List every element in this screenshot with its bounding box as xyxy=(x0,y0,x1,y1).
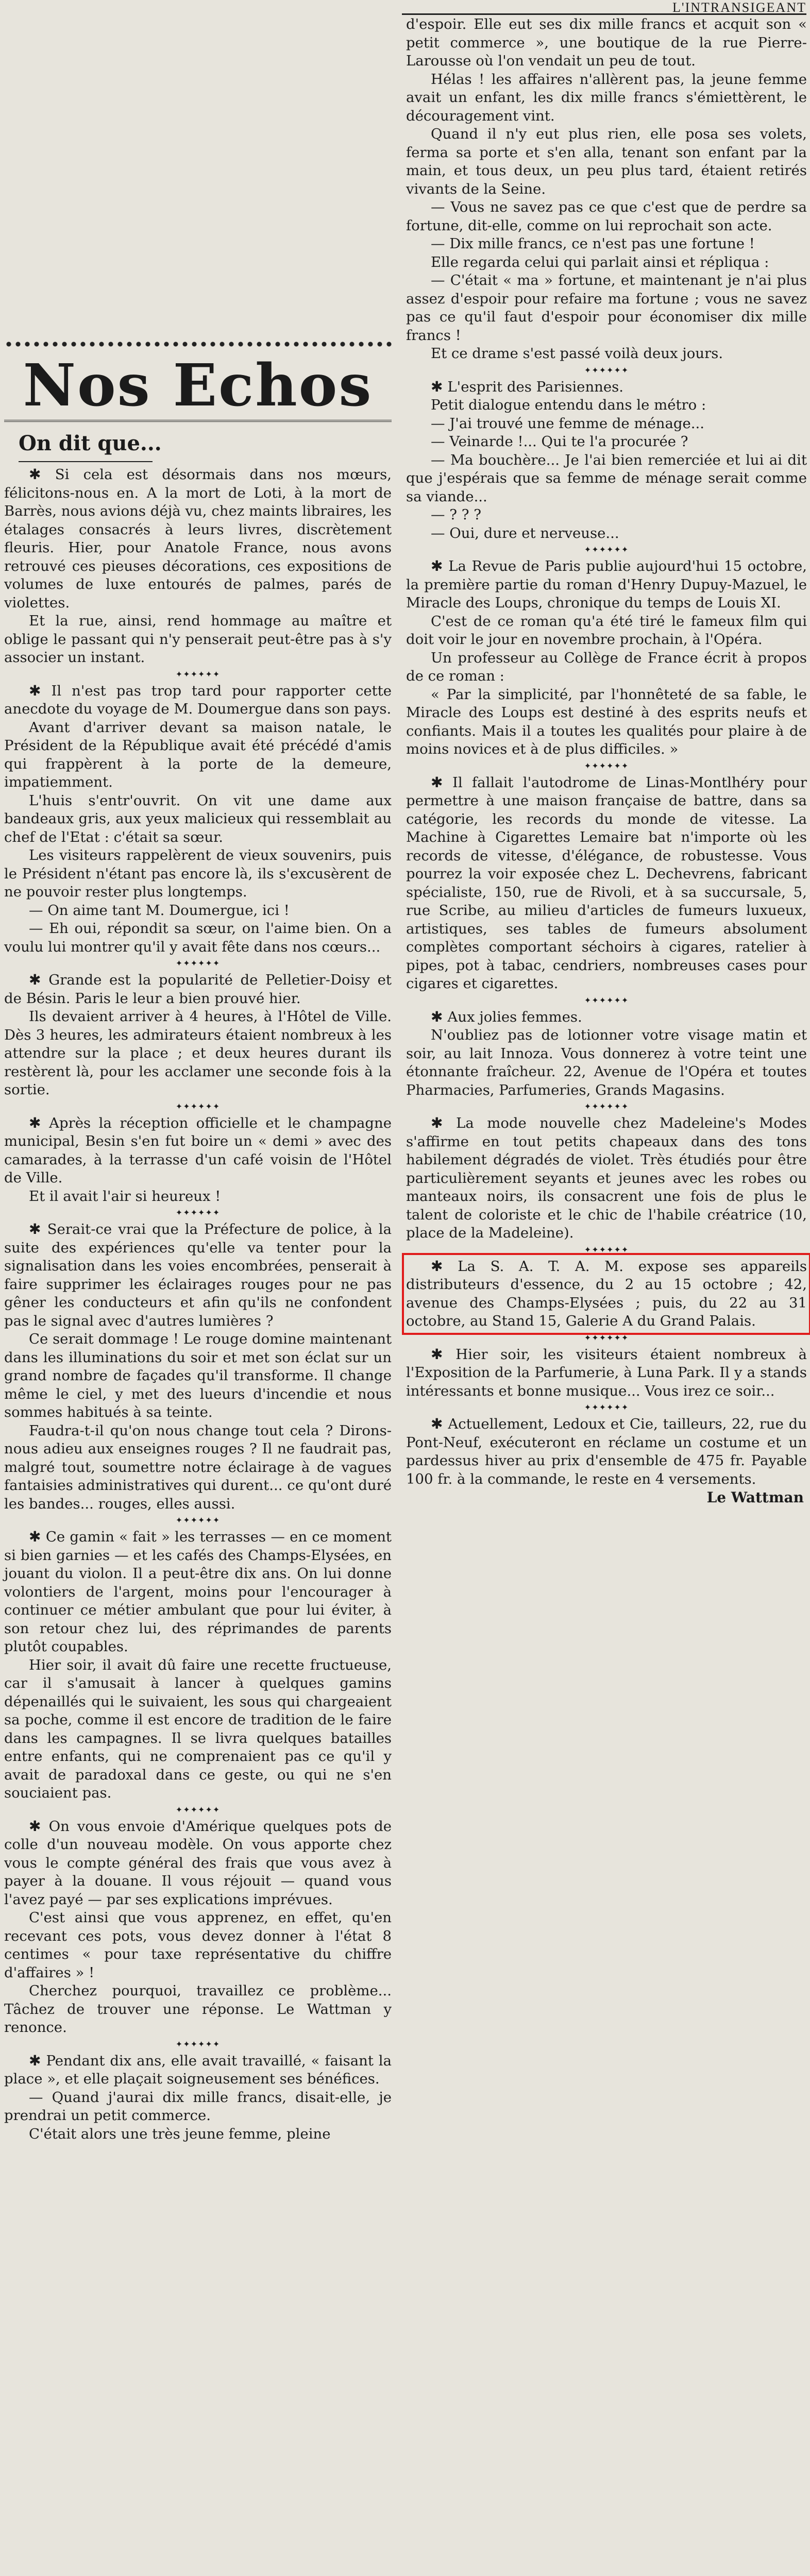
news-item xyxy=(406,1257,807,1331)
news-paragraph xyxy=(4,1330,392,1422)
paragraph-separator: ✦✦✦✦✦✦ xyxy=(584,1332,629,1343)
paragraph-text: — Ma bouchère... Je l'ai bien remerciée et lui ai dit que j'espérais que sa femme de ménage serait comme sa viande... xyxy=(406,451,807,505)
paragraph-separator: ✦✦✦✦✦✦ xyxy=(584,1244,629,1255)
paragraph-text: N'oubliez pas de lotionner votre visage matin et soir, au lait Innoza. Vous donnerez à votre teint une étonnante fraîcheur. 22, Avenue de l'Opéra et toutes Pharmacies, Parfumeries, Grands Magasins. xyxy=(406,1027,807,1098)
paragraph-text: C'était alors une très jeune femme, pleine xyxy=(29,2125,331,2142)
paragraph-text: d'espoir. Elle eut ses dix mille francs et acquit son « petit commerce », une boutique de la rue Pierre-Larousse où l'on vendait un peu de tout. xyxy=(406,16,807,69)
news-item xyxy=(4,971,392,1008)
paragraph-text: Grande est la popularité de Pelletier-Doisy et de Bésin. Paris le leur a bien prouvé hier. xyxy=(4,972,392,1007)
news-item xyxy=(4,1220,392,1330)
paragraph-text: Il n'est pas trop tard pour rapporter cette anecdote du voyage de M. Doumergue dans son pays. xyxy=(4,682,392,717)
paragraph-text: Hier soir, il avait dû faire une recette fructueuse, car il s'amusait à lancer à quelques gamins dépenaillés qui le suivaient, les sous qui chargeaient sa poche, comme il est encore de tradition de le faire dans les campagnes. Il se livra quelques batailles entre enfants, qui ne comprenaient pas ce qu'il y avait de paradoxal dans ce geste, ou qui ne s'en souciaient pas. xyxy=(4,1656,392,1801)
paragraph-separator: ✦✦✦✦✦✦ xyxy=(584,545,629,554)
news-paragraph xyxy=(406,253,807,272)
star-border-decoration xyxy=(4,337,392,351)
star-bullet-icon: ✱ xyxy=(431,773,452,791)
news-paragraph xyxy=(4,846,392,902)
paragraph-text: Serait-ce vrai que la Préfecture de police, à la suite des expériences qu'elle va tenter pour la signalisation dans les voies encombrées, penserait à faire supprimer les éclairages rouges pour ne pas gêner les conducteurs et afin qu'ils ne confondent pas le signal avec d'autres lumières ? xyxy=(4,1221,392,1329)
paragraph-text: La Revue de Paris publie aujourd'hui 15 octobre, la première partie du roman d'Henry Dupuy-Mazuel, le Miracle des Loups, chronique du temps de Louis XI. xyxy=(406,558,807,611)
paragraph-separator: ✦✦✦✦✦✦ xyxy=(175,958,221,968)
news-item xyxy=(406,773,807,993)
news-paragraph xyxy=(4,920,392,956)
paragraph-text: — J'ai trouvé une femme de ménage... xyxy=(431,415,705,432)
paragraph-text: Quand il n'y eut plus rien, elle posa ses volets, ferma sa porte et s'en alla, tenant son enfant par la main, et tous deux, un peu plus tard, étaient retirés vivants de la Seine. xyxy=(406,126,807,197)
paragraph-text: — ? ? ? xyxy=(431,506,481,523)
news-paragraph xyxy=(4,719,392,792)
news-paragraph xyxy=(406,272,807,345)
paragraph-text: Elle regarda celui qui parlait ainsi et répliqua : xyxy=(431,253,769,270)
news-paragraph xyxy=(4,792,392,847)
paragraph-text: Il fallait l'autodrome de Linas-Montlhéry pour permettre à une maison française de battre, dans sa catégorie, les records du monde de vitesse. La Machine à Cigarettes Lemaire bat n'importe où les records de vitesse, d'élégance, de robustesse. Vous pourrez la voir exposée chez L. Dechevrens, fabricant spécialiste, 150, rue de Rivoli, et à sa succursale, 5, rue Scribe, au milieu d'articles de fumeurs luxueux, artistiques, ses tables de fumeurs absolument complètes comportant séchoirs à cigares, ratelier à pipes, pot à tabac, cendriers, nombreuses cases pour cigares et cigarettes. xyxy=(406,774,807,992)
news-paragraph xyxy=(4,1656,392,1803)
star-bullet-icon: ✱ xyxy=(431,1114,457,1131)
paragraph-separator: ✦✦✦✦✦✦ xyxy=(175,669,221,679)
news-paragraph xyxy=(406,71,807,126)
paragraph-text: — C'était « ma » fortune, et maintenant je n'ai plus assez d'espoir pour refaire ma fortune ; vous ne savez pas ce qu'il faut d'espoir pour économiser dix mille francs ! xyxy=(406,272,807,344)
paragraph-separator: ✦✦✦✦✦✦ xyxy=(584,1402,629,1412)
star-bullet-icon: ✱ xyxy=(29,682,52,699)
star-bullet-icon: ✱ xyxy=(431,557,449,574)
paragraph-text: Les visiteurs rappelèrent de vieux souvenirs, puis le Président n'étant pas encore là, ils s'excusèrent de ne pouvoir rester plus longtemps. xyxy=(4,847,392,900)
star-bullet-icon: ✱ xyxy=(29,1114,49,1131)
news-paragraph xyxy=(406,613,807,649)
paragraph-text: — Quand j'aurai dix mille francs, disait-elle, je prendrai un petit commerce. xyxy=(4,2089,392,2124)
news-paragraph xyxy=(406,345,807,363)
news-item xyxy=(4,1528,392,1656)
news-item xyxy=(406,378,807,397)
news-paragraph xyxy=(406,433,807,451)
paragraph-text: Faudra-t-il qu'on nous change tout cela ? Dirons-nous adieu aux enseignes rouges ? Il ne faudrait pas, malgré tout, soumettre notre éclairage à de vagues fantaisies administratives qui durent... ce qu'ont duré les bandes... rouges, elles aussi. xyxy=(4,1422,392,1512)
news-paragraph xyxy=(4,1008,392,1099)
paragraph-text: Ce serait dommage ! Le rouge domine maintenant dans les illuminations du soir et met son éclat sur un grand nombre de façades qu'il transforme. Il change même le ciel, y met des lueurs d'incendie et nous sommes habitués à sa teinte. xyxy=(4,1331,392,1420)
star-bullet-icon: ✱ xyxy=(29,466,55,483)
news-paragraph xyxy=(4,902,392,920)
paragraph-separator: ✦✦✦✦✦✦ xyxy=(175,1515,221,1525)
news-item xyxy=(406,1008,807,1027)
paragraph-text: Actuellement, Ledoux et Cie, tailleurs, 22, rue du Pont-Neuf, exécuteront en réclame un costume et un pardessus hiver au prix d'ensemble de 475 fr. Payable 100 fr. à la commande, le reste en 4 versements. xyxy=(406,1416,807,1487)
news-paragraph xyxy=(406,524,807,543)
right-column xyxy=(406,15,807,1506)
paragraph-text: Cherchez pourquoi, travaillez ce problème... Tâchez de trouver une réponse. Le Wattman y renonce. xyxy=(4,1982,392,2036)
news-paragraph xyxy=(406,125,807,198)
right-column-body xyxy=(406,15,807,1488)
paragraph-text: — Dix mille francs, ce n'est pas une fortune ! xyxy=(431,235,755,252)
star-bullet-icon: ✱ xyxy=(29,1221,47,1238)
star-bullet-icon: ✱ xyxy=(431,378,448,395)
star-bullet-icon: ✱ xyxy=(431,1415,448,1432)
title-rule xyxy=(4,420,392,422)
paragraph-text: La S. A. T. A. M. expose ses appareils distributeurs d'essence, du 2 au 15 octobre ; 42, avenue des Champs-Elysées ; puis, du 22 au 31 octobre, au Stand 15, Galerie A du Grand Palais. xyxy=(406,1258,807,1329)
paragraph-text: Après la réception officielle et le champagne municipal, Besin s'en fut boire un « demi » avec des camarades, à la terrasse d'un café voisin de l'Hôtel de Ville. xyxy=(4,1114,392,1186)
news-paragraph xyxy=(4,1982,392,2037)
star-bullet-icon: ✱ xyxy=(29,971,49,988)
news-item xyxy=(4,1817,392,1909)
paragraph-separator: ✦✦✦✦✦✦ xyxy=(584,995,629,1005)
paragraph-text: C'est ainsi que vous apprenez, en effet, qu'en recevant ces pots, vous devez donner à l'état 8 centimes « pour taxe représentative du chiffre d'affaires » ! xyxy=(4,1909,392,1981)
news-paragraph xyxy=(4,612,392,667)
news-paragraph xyxy=(4,1188,392,1206)
news-paragraph xyxy=(4,2089,392,2125)
news-paragraph xyxy=(406,415,807,433)
news-paragraph xyxy=(406,396,807,415)
news-paragraph xyxy=(406,235,807,253)
star-bullet-icon: ✱ xyxy=(431,1257,458,1275)
paragraph-text: Pendant dix ans, elle avait travaillé, « faisant la place », et elle plaçait soigneusement ses bénéfices. xyxy=(4,2052,392,2087)
paragraph-text: Avant d'arriver devant sa maison natale, le Président de la République avait été précédé d'amis qui frappèrent à la porte de la demeure, impatiemment. xyxy=(4,719,392,790)
news-item xyxy=(4,1114,392,1188)
paragraph-separator: ✦✦✦✦✦✦ xyxy=(175,2039,221,2049)
paragraph-text: — On aime tant M. Doumergue, ici ! xyxy=(29,902,290,919)
star-bullet-icon: ✱ xyxy=(431,1345,456,1363)
section-subtitle: On dit que... xyxy=(19,431,162,455)
paragraph-separator: ✦✦✦✦✦✦ xyxy=(175,1101,221,1111)
paragraph-text: « Par la simplicité, par l'honnêteté de sa fable, le Miracle des Loups est destiné à des esprits neufs et confiants. Mais il a toutes les qualités pour plaire à de moins novices et à de plus difficiles. » xyxy=(406,686,807,757)
paragraph-text: — Veinarde !... Qui te l'a procurée ? xyxy=(431,433,688,450)
star-bullet-icon: ✱ xyxy=(29,2052,46,2069)
paragraph-text: On vous envoie d'Amérique quelques pots de colle d'un nouveau modèle. On vous apporte chez vous le compte général des frais que vous avez à payer à la douane. Il vous réjouit — quand vous l'avez payé — par ses explications imprévues. xyxy=(4,1818,392,1908)
section-title: Nos Echos xyxy=(23,352,373,419)
news-paragraph xyxy=(406,15,807,71)
paragraph-text: Un professeur au Collège de France écrit à propos de ce roman : xyxy=(406,649,807,684)
news-item xyxy=(4,465,392,612)
paragraph-text: — Vous ne savez pas ce que c'est que de perdre sa fortune, dit-elle, comme on lui reprochait son acte. xyxy=(406,199,807,234)
news-paragraph xyxy=(406,451,807,506)
paragraph-text: Et la rue, ainsi, rend hommage au maître et oblige le passant qui n'y penserait peut-être pas à s'y associer un instant. xyxy=(4,613,392,666)
paragraph-text: Ils devaient arriver à 4 heures, à l'Hôtel de Ville. Dès 3 heures, les admirateurs étaient nombreux à les attendre sur la place ; et deux heures durant ils restèrent là, pour les acclamer une seconde fois à la sortie. xyxy=(4,1008,392,1098)
news-paragraph xyxy=(406,686,807,759)
paragraph-text: L'huis s'entr'ouvrit. On vit une dame aux bandeaux gris, aux yeux malicieux qui ressemblait au chef de l'Etat : c'était sa sœur. xyxy=(4,792,392,845)
paragraph-text: C'est de ce roman qu'a été tiré le fameux film qui doit voir le jour en novembre prochain, à l'Opéra. xyxy=(406,613,807,648)
paragraph-separator: ✦✦✦✦✦✦ xyxy=(175,1208,221,1217)
news-paragraph xyxy=(406,198,807,235)
paragraph-text: Ce gamin « fait » les terrasses — en ce moment si bien garnies — et les cafés des Champs-Elysées, en jouant du violon. Il a peut-être dix ans. On lui donne volontiers de l'argent, moins pour l'encourager à continuer ce métier ambulant que pour lui éviter, à son retour chez lui, des réprimandes de parents plutôt coupables. xyxy=(4,1529,392,1655)
news-item xyxy=(406,1415,807,1488)
news-item xyxy=(4,2052,392,2089)
paragraph-separator: ✦✦✦✦✦✦ xyxy=(584,1101,629,1111)
paragraph-text: Hélas ! les affaires n'allèrent pas, la jeune femme avait un enfant, les dix mille francs s'émiettèrent, le découragement vint. xyxy=(406,71,807,124)
news-item xyxy=(406,557,807,613)
paragraph-separator: ✦✦✦✦✦✦ xyxy=(175,1804,221,1815)
paragraph-text: Et ce drame s'est passé voilà deux jours. xyxy=(431,345,723,362)
news-paragraph xyxy=(4,1422,392,1514)
news-paragraph xyxy=(4,1909,392,1982)
paragraph-text: Et il avait l'air si heureux ! xyxy=(29,1188,221,1205)
newspaper-title: L'INTRANSIGEANT xyxy=(402,0,806,15)
news-item xyxy=(406,1345,807,1401)
star-bullet-icon: ✱ xyxy=(29,1528,46,1545)
paragraph-text: Aux jolies femmes. xyxy=(447,1008,582,1025)
news-paragraph xyxy=(406,649,807,686)
star-bullet-icon: ✱ xyxy=(29,1817,49,1835)
star-bullet-icon: ✱ xyxy=(431,1008,448,1025)
paragraph-text: Hier soir, les visiteurs étaient nombreux à l'Exposition de la Parfumerie, à Luna Park. Il y a stands intéressants et bonne musique... Vous irez ce soir... xyxy=(406,1346,807,1399)
signature: Le Wattman xyxy=(706,1489,804,1506)
paragraph-text: — Eh oui, répondit sa sœur, on l'aime bien. On a voulu lui montrer qu'il y avait fête dans nos cœurs... xyxy=(4,920,392,955)
paragraph-separator: ✦✦✦✦✦✦ xyxy=(584,365,629,375)
paragraph-text: Petit dialogue entendu dans le métro : xyxy=(431,397,706,413)
left-column-body xyxy=(4,465,392,2143)
news-item xyxy=(4,682,392,719)
subtitle-rule xyxy=(19,461,153,462)
left-column xyxy=(4,337,392,2576)
paragraph-separator: ✦✦✦✦✦✦ xyxy=(584,760,629,771)
news-paragraph xyxy=(406,506,807,524)
news-item xyxy=(406,1114,807,1243)
paragraph-text: — Oui, dure et nerveuse... xyxy=(431,524,619,541)
paragraph-text: L'esprit des Parisiennes. xyxy=(447,378,623,395)
paragraph-text: La mode nouvelle chez Madeleine's Modes s'affirme en tout petits chapeaux dans des tons habilement dégradés de violet. Très étudiés pour être particulièrement seyants et jeunes avec les robes ou manteaux noirs, ils consacrent une fois de plus le talent de coloriste et le chic de l'habile créatrice (10, place de la Madeleine). xyxy=(406,1115,807,1241)
news-paragraph xyxy=(4,2125,392,2144)
news-paragraph xyxy=(406,1026,807,1099)
paragraph-text: Si cela est désormais dans nos mœurs, félicitons-nous en. A la mort de Loti, à la mort de Barrès, nous avions déjà vu, chez maints libraires, les étalages consacrés à leurs livres, discrètement fleuris. Hier, pour Anatole France, nous avons retrouvé ces pieuses décorations, ces expositions de volumes de luxe entourés de palmes, parés de violettes. xyxy=(4,466,392,611)
